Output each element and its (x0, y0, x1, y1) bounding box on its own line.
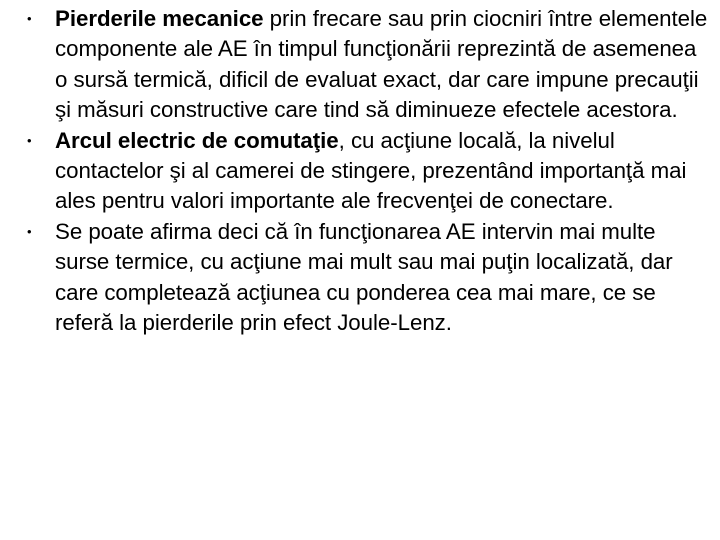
bullet-icon: • (27, 132, 32, 148)
bullet-item-mechanical-losses (0, 4, 710, 126)
bullet-text (55, 4, 710, 126)
bullet-icon: • (27, 223, 32, 239)
bullet-text (55, 217, 710, 339)
bullet-item-conclusion (0, 217, 710, 339)
bullet-heading: Pierderile mecanice (55, 6, 264, 31)
bullet-list (0, 4, 720, 338)
bullet-body: Se poate afirma deci că în funcţionarea AE intervin mai multe surse termice, cu acţiune mai mult sau mai puţin localizată, dar care completează acţiunea cu ponderea cea mai mare, ce se referă la pierderile prin efect Joule-Lenz. (55, 218, 673, 336)
bullet-text (55, 126, 710, 217)
bullet-heading: Arcul electric de comutaţie (55, 127, 339, 153)
bullet-body: prin frecare sau prin ciocniri între elementele componente ale AE în timpul funcţionării reprezintă de asemenea o sursă termică, dificil de evaluat exact, dar care impune precauţii şi măsuri constructive care tind să diminueze efectele acestora. (55, 6, 708, 123)
bullet-icon: • (27, 11, 32, 26)
bullet-body: , cu acţiune locală, la nivelul contactelor şi al camerei de stingere, prezentând importanţă mai ales pentru valori importante ale frecvenţei de conectare. (55, 127, 687, 214)
bullet-item-electric-arc (0, 126, 710, 217)
